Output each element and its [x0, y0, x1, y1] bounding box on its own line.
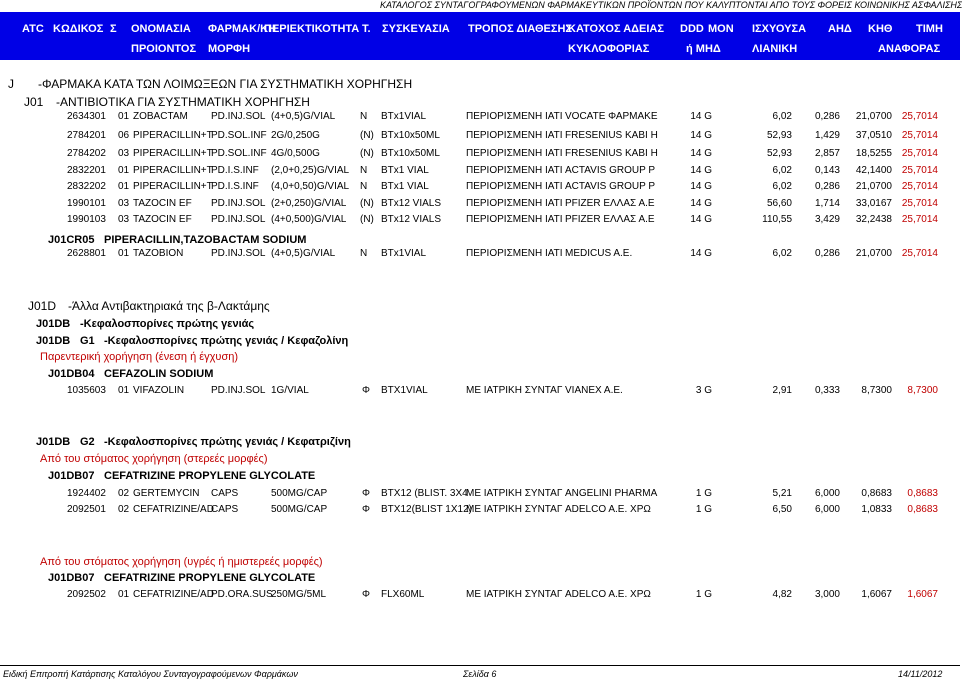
- cell-t: Φ: [362, 504, 370, 515]
- cell-package: BTx1 VIAL: [381, 181, 429, 192]
- cell-retail-price: 6,02: [772, 248, 792, 259]
- col-kith: ΚΗΘ: [868, 23, 893, 35]
- cell-ddd: 1 G: [695, 488, 712, 499]
- cell-form: PD.INJ.SOL: [211, 385, 266, 396]
- cell-holder: FRESENIUS KABI H: [565, 148, 658, 159]
- cell-name: PIPERACILLIN+T: [133, 148, 213, 159]
- col-dispensing: ΤΡΟΠΟΣ ΔΙΑΘΕΣΗΣ: [468, 23, 573, 35]
- cell-retail-price: 110,55: [762, 214, 792, 225]
- col-t: Τ.: [362, 23, 371, 35]
- table-row: [0, 487, 960, 501]
- cell-strength: 2G/0,250G: [271, 130, 320, 141]
- cell-holder: ACTAVIS GROUP P: [565, 181, 656, 192]
- cell-retail-price: 52,93: [766, 148, 792, 159]
- cell-strength: 250MG/5ML: [271, 589, 327, 600]
- col-form-2: ΜΟΡΦΗ: [208, 43, 251, 55]
- cell-reference-price: 1,6067: [907, 589, 938, 600]
- cell-s: 02: [118, 488, 130, 499]
- section-code-j01d: J01D: [28, 299, 57, 313]
- cell-name: TAZOBION: [133, 248, 184, 259]
- cell-t: (N): [360, 148, 374, 159]
- group-title-g1: -Κεφαλοσπορίνες πρώτης γενιάς / Κεφαζολίνη: [104, 335, 349, 347]
- cell-code: 2832201: [67, 165, 106, 176]
- table-row: [0, 147, 960, 161]
- cell-strength: (2+0,250)G/VIAL: [271, 198, 347, 209]
- cell-aid: 6,000: [814, 504, 840, 515]
- cell-reference-price: 25,7014: [901, 198, 938, 209]
- cell-package: BTx12 VIALS: [381, 214, 442, 225]
- route-oral-liquid: Από του στόματος χορήγηση (υγρές ή ημιστερεές μορφές): [40, 556, 323, 568]
- cell-aid: 3,000: [814, 589, 840, 600]
- cell-package: BTX12(BLIST 1X12): [381, 504, 472, 515]
- cell-ddd: 1 G: [695, 589, 712, 600]
- cell-t: (N): [360, 130, 374, 141]
- cell-retail-price: 4,82: [772, 589, 792, 600]
- table-row: [0, 180, 960, 194]
- subgroup-title-j01cr05: PIPERACILLIN,TAZOBACTAM SODIUM: [104, 234, 307, 246]
- cell-t: N: [360, 165, 368, 176]
- cell-package: FLX60ML: [381, 589, 425, 600]
- col-ddd: DDD: [680, 23, 704, 35]
- col-holder: ΚΑΤΟΧΟΣ ΑΔΕΙΑΣ: [568, 23, 664, 35]
- cell-form: PD.SOL.INF: [211, 130, 267, 141]
- cell-retail-price: 52,93: [766, 130, 792, 141]
- cell-ddd: 14 G: [690, 165, 712, 176]
- section-code-j01: J01: [24, 95, 44, 109]
- cell-form: PD.INJ.SOL: [211, 214, 266, 225]
- table-row: [0, 164, 960, 178]
- cell-t: Φ: [362, 488, 370, 499]
- subgroup-code-j01db07-liquid: J01DB07: [48, 572, 95, 584]
- section-title-j01db: -Κεφαλοσπορίνες πρώτης γενιάς: [80, 318, 255, 330]
- subgroup-code-j01db04: J01DB04: [48, 368, 95, 380]
- cell-dispensing: ΜΕ ΙΑΤΡΙΚΗ ΣΥΝΤΑΓ: [466, 504, 563, 515]
- cell-package: BTx12 VIALS: [381, 198, 442, 209]
- group-code-g1: G1: [80, 335, 95, 347]
- cell-aid: 2,857: [814, 148, 840, 159]
- cell-strength: (4,0+0,50)G/VIAL: [271, 181, 350, 192]
- cell-s: 01: [118, 165, 130, 176]
- cell-holder: FRESENIUS KABI H: [565, 130, 658, 141]
- cell-aid: 0,286: [814, 248, 840, 259]
- cell-holder: VIANEX A.E.: [565, 385, 623, 396]
- cell-holder: ADELCO A.E. ΧΡΩ: [565, 504, 651, 515]
- cell-ddd: 14 G: [690, 130, 712, 141]
- group-title-g2: -Κεφαλοσπορίνες πρώτης γενιάς / Κεφατριζίνη: [104, 436, 351, 448]
- cell-s: 03: [118, 198, 130, 209]
- cell-kith: 21,0700: [855, 111, 892, 122]
- col-retail-price-2: ΛΙΑΝΙΚΗ: [752, 43, 798, 55]
- cell-code: 2092502: [67, 589, 106, 600]
- col-name: ΟΝΟΜΑΣΙΑ: [131, 23, 191, 35]
- col-holder-2: ΚΥΚΛΟΦΟΡΙΑΣ: [568, 43, 650, 55]
- col-atc: ATC: [22, 23, 44, 35]
- cell-t: (N): [360, 214, 374, 225]
- cell-name: TAZOCIN EF: [133, 214, 192, 225]
- table-row: [0, 213, 960, 227]
- cell-t: N: [360, 111, 368, 122]
- cell-holder: MEDICUS A.E.: [565, 248, 633, 259]
- section-code-j01db-g1: J01DB: [36, 335, 71, 347]
- cell-aid: 1,429: [814, 130, 840, 141]
- subgroup-code-j01db07-solid: J01DB07: [48, 470, 95, 482]
- section-title-j01d: -Άλλα Αντιβακτηριακά της β-Λακτάμης: [68, 299, 270, 313]
- cell-dispensing: ΠΕΡΙΟΡΙΣΜΕΝΗ ΙΑΤΙ: [466, 181, 563, 192]
- cell-code: 2634301: [67, 111, 106, 122]
- footer-page-number: Σελίδα 6: [463, 669, 497, 679]
- cell-holder: ADELCO A.E. ΧΡΩ: [565, 589, 651, 600]
- cell-reference-price: 0,8683: [907, 504, 938, 515]
- cell-code: 2784202: [67, 148, 106, 159]
- table-row: [0, 129, 960, 143]
- cell-retail-price: 2,91: [772, 385, 792, 396]
- cell-name: ZOBACTAM: [133, 111, 188, 122]
- cell-s: 01: [118, 248, 130, 259]
- cell-name: PIPERACILLIN+T: [133, 165, 213, 176]
- cell-package: BTx10x50ML: [381, 130, 440, 141]
- cell-name: CEFATRIZINE/AD: [133, 504, 214, 515]
- cell-dispensing: ΜΕ ΙΑΤΡΙΚΗ ΣΥΝΤΑΓ: [466, 589, 563, 600]
- footer-divider: [0, 665, 960, 666]
- col-retail-price: ΙΣΧΥΟΥΣΑ: [752, 23, 807, 35]
- cell-dispensing: ΠΕΡΙΟΡΙΣΜΕΝΗ ΙΑΤΙ: [466, 248, 563, 259]
- cell-aid: 6,000: [814, 488, 840, 499]
- cell-t: N: [360, 181, 368, 192]
- cell-dispensing: ΜΕ ΙΑΤΡΙΚΗ ΣΥΝΤΑΓ: [466, 385, 563, 396]
- section-code-j01db: J01DB: [36, 318, 71, 330]
- cell-code: 2832202: [67, 181, 106, 192]
- cell-name: GERTEMYCIN: [133, 488, 200, 499]
- cell-retail-price: 6,02: [772, 181, 792, 192]
- cell-aid: 0,286: [814, 181, 840, 192]
- cell-t: Φ: [362, 589, 370, 600]
- cell-ddd: 3 G: [695, 385, 712, 396]
- cell-kith: 32,2438: [855, 214, 892, 225]
- cell-strength: (2,0+0,25)G/VIAL: [271, 165, 350, 176]
- col-form: ΦΑΡΜΑΚ/ΚΗ: [208, 23, 277, 35]
- cell-s: 06: [118, 130, 130, 141]
- cell-aid: 0,143: [814, 165, 840, 176]
- col-unit: ΜΟΝ: [708, 23, 734, 35]
- cell-reference-price: 25,7014: [901, 111, 938, 122]
- cell-kith: 18,5255: [855, 148, 892, 159]
- cell-s: 02: [118, 504, 130, 515]
- cell-s: 01: [118, 589, 130, 600]
- cell-retail-price: 6,50: [772, 504, 792, 515]
- cell-holder: ACTAVIS GROUP P: [565, 165, 656, 176]
- cell-code: 1924402: [67, 488, 106, 499]
- cell-kith: 21,0700: [855, 181, 892, 192]
- cell-name: PIPERACILLIN+T: [133, 181, 213, 192]
- col-package: ΣΥΣΚΕΥΑΣΙΑ: [382, 23, 450, 35]
- section-title-j: -ΦΑΡΜΑΚΑ ΚΑΤΑ ΤΩΝ ΛΟΙΜΩΞΕΩΝ ΓΙΑ ΣΥΣΤΗΜΑΤΙΚΗ ΧΟΡΗΓΗΣΗ: [38, 77, 413, 91]
- cell-dispensing: ΠΕΡΙΟΡΙΣΜΕΝΗ ΙΑΤΙ: [466, 214, 563, 225]
- cell-strength: 500MG/CAP: [271, 488, 328, 499]
- subgroup-title-j01db07-liquid: CEFATRIZINE PROPYLENE GLYCOLATE: [104, 572, 316, 584]
- cell-reference-price: 25,7014: [901, 214, 938, 225]
- table-row: [0, 588, 960, 602]
- col-price: ΤΙΜΗ: [916, 23, 943, 35]
- route-oral-solid: Από του στόματος χορήγηση (στερεές μορφές): [40, 453, 268, 465]
- col-reference-2: ΑΝΑΦΟΡΑΣ: [878, 43, 941, 55]
- cell-holder: VOCATE ΦΑΡΜΑΚΕ: [565, 111, 658, 122]
- subgroup-title-j01db04: CEFAZOLIN SODIUM: [104, 368, 214, 380]
- cell-strength: (4+0,5)G/VIAL: [271, 248, 336, 259]
- cell-aid: 1,714: [814, 198, 840, 209]
- document-title: ΚΑΤΑΛΟΓΟΣ ΣΥΝΤΑΓΟΓΡΑΦΟΥΜΕΝΩΝ ΦΑΡΜΑΚΕΥΤΙΚΩΝ ΠΡΟΪΟΝΤΩΝ ΠΟΥ ΚΑΛΥΠΤΟΝΤΑΙ ΑΠΟ ΤΟΥΣ ΦΟΡΕΙΣ ΚΟΙΝΩΝΙΚΗΣ ΑΣΦΑΛΙΣΗΣ: [380, 0, 962, 10]
- subgroup-title-j01db07-solid: CEFATRIZINE PROPYLENE GLYCOLATE: [104, 470, 316, 482]
- cell-package: BTx1VIAL: [381, 248, 427, 259]
- cell-code: 1990103: [67, 214, 106, 225]
- cell-strength: 4G/0,500G: [271, 148, 320, 159]
- col-code: ΚΩΔΙΚΟΣ: [53, 23, 104, 35]
- cell-retail-price: 6,02: [772, 111, 792, 122]
- cell-ddd: 14 G: [690, 111, 712, 122]
- cell-t: Φ: [362, 385, 370, 396]
- cell-strength: (4+0,5)G/VIAL: [271, 111, 336, 122]
- cell-name: CEFATRIZINE/AD: [133, 589, 214, 600]
- cell-reference-price: 8,7300: [907, 385, 938, 396]
- cell-package: BTx1 VIAL: [381, 165, 429, 176]
- section-code-j: J: [8, 77, 14, 91]
- cell-code: 2628801: [67, 248, 106, 259]
- cell-form: PD.INJ.SOL: [211, 111, 266, 122]
- cell-dispensing: ΠΕΡΙΟΡΙΣΜΕΝΗ ΙΑΤΙ: [466, 148, 563, 159]
- cell-dispensing: ΠΕΡΙΟΡΙΣΜΕΝΗ ΙΑΤΙ: [466, 130, 563, 141]
- cell-holder: PFIZER ΕΛΛΑΣ Α.Ε: [565, 214, 655, 225]
- cell-retail-price: 6,02: [772, 165, 792, 176]
- cell-ddd: 14 G: [690, 248, 712, 259]
- cell-aid: 0,286: [814, 111, 840, 122]
- cell-aid: 0,333: [814, 385, 840, 396]
- cell-form: PD.I.S.INF: [211, 181, 259, 192]
- subgroup-code-j01cr05: J01CR05: [48, 234, 95, 246]
- cell-code: 2092501: [67, 504, 106, 515]
- cell-ddd: 14 G: [690, 214, 712, 225]
- cell-form: CAPS: [211, 504, 239, 515]
- cell-reference-price: 25,7014: [901, 148, 938, 159]
- cell-code: 2784201: [67, 130, 106, 141]
- cell-kith: 1,6067: [861, 589, 892, 600]
- cell-dispensing: ΠΕΡΙΟΡΙΣΜΕΝΗ ΙΑΤΙ: [466, 165, 563, 176]
- cell-strength: (4+0,500)G/VIAL: [271, 214, 347, 225]
- cell-dispensing: ΠΕΡΙΟΡΙΣΜΕΝΗ ΙΑΤΙ: [466, 111, 563, 122]
- cell-name: TAZOCIN EF: [133, 198, 192, 209]
- cell-kith: 8,7300: [861, 385, 892, 396]
- cell-reference-price: 25,7014: [901, 181, 938, 192]
- cell-reference-price: 25,7014: [901, 165, 938, 176]
- cell-aid: 3,429: [814, 214, 840, 225]
- cell-s: 01: [118, 111, 130, 122]
- cell-kith: 42,1400: [855, 165, 892, 176]
- cell-code: 1990101: [67, 198, 106, 209]
- cell-retail-price: 56,60: [766, 198, 792, 209]
- cell-reference-price: 25,7014: [901, 130, 938, 141]
- cell-reference-price: 0,8683: [907, 488, 938, 499]
- cell-ddd: 14 G: [690, 148, 712, 159]
- footer-date: 14/11/2012: [898, 669, 943, 679]
- cell-t: (N): [360, 198, 374, 209]
- route-parenteral: Παρεντερική χορήγηση (ένεση ή έγχυση): [40, 351, 239, 363]
- group-code-g2: G2: [80, 436, 95, 448]
- cell-s: 03: [118, 214, 130, 225]
- table-row: [0, 247, 960, 261]
- footer-committee: Ειδική Επιτροπή Κατάρτισης Καταλόγου Συνταγογραφούμενων Φαρμάκων: [3, 669, 298, 679]
- table-row: [0, 503, 960, 517]
- cell-name: PIPERACILLIN+T: [133, 130, 213, 141]
- table-row: [0, 110, 960, 124]
- section-code-j01db-g2: J01DB: [36, 436, 71, 448]
- cell-s: 03: [118, 148, 130, 159]
- table-row: [0, 384, 960, 398]
- cell-package: BTX1VIAL: [381, 385, 428, 396]
- cell-reference-price: 25,7014: [901, 248, 938, 259]
- cell-form: PD.SOL.INF: [211, 148, 267, 159]
- col-aid: ΑΗΔ: [828, 23, 852, 35]
- cell-form: PD.ORA.SUS: [211, 589, 273, 600]
- cell-form: PD.INJ.SOL: [211, 198, 266, 209]
- cell-code: 1035603: [67, 385, 106, 396]
- cell-form: CAPS: [211, 488, 239, 499]
- cell-s: 01: [118, 181, 130, 192]
- cell-form: PD.I.S.INF: [211, 165, 259, 176]
- col-strength: ΠΕΡΙΕΚΤΙΚΟΤΗΤΑ: [264, 23, 360, 35]
- col-name-2: ΠΡΟΙΟΝΤΟΣ: [131, 43, 197, 55]
- table-header: [0, 12, 960, 60]
- cell-kith: 0,8683: [861, 488, 892, 499]
- cell-name: VIFAZOLIN: [133, 385, 185, 396]
- cell-retail-price: 5,21: [772, 488, 792, 499]
- col-ddd-2: ή ΜΗΔ: [686, 43, 721, 55]
- cell-ddd: 14 G: [690, 181, 712, 192]
- cell-package: BTx10x50ML: [381, 148, 440, 159]
- table-row: [0, 197, 960, 211]
- cell-package: BTx1VIAL: [381, 111, 427, 122]
- cell-kith: 37,0510: [855, 130, 892, 141]
- cell-kith: 33,0167: [855, 198, 892, 209]
- cell-form: PD.INJ.SOL: [211, 248, 266, 259]
- cell-s: 01: [118, 385, 130, 396]
- cell-dispensing: ΠΕΡΙΟΡΙΣΜΕΝΗ ΙΑΤΙ: [466, 198, 563, 209]
- cell-ddd: 14 G: [690, 198, 712, 209]
- cell-strength: 1G/VIAL: [271, 385, 309, 396]
- section-title-j01: -ΑΝΤΙΒΙΟΤΙΚΑ ΓΙΑ ΣΥΣΤΗΜΑΤΙΚΗ ΧΟΡΗΓΗΣΗ: [56, 95, 310, 109]
- col-s: Σ: [110, 23, 117, 35]
- cell-package: BTX12 (BLIST. 3X4: [381, 488, 468, 499]
- cell-holder: ANGELINI PHARMA: [565, 488, 658, 499]
- cell-ddd: 1 G: [695, 504, 712, 515]
- cell-dispensing: ΜΕ ΙΑΤΡΙΚΗ ΣΥΝΤΑΓ: [466, 488, 563, 499]
- cell-t: N: [360, 248, 368, 259]
- cell-kith: 21,0700: [855, 248, 892, 259]
- cell-strength: 500MG/CAP: [271, 504, 328, 515]
- cell-holder: PFIZER ΕΛΛΑΣ Α.Ε: [565, 198, 655, 209]
- cell-kith: 1,0833: [861, 504, 892, 515]
